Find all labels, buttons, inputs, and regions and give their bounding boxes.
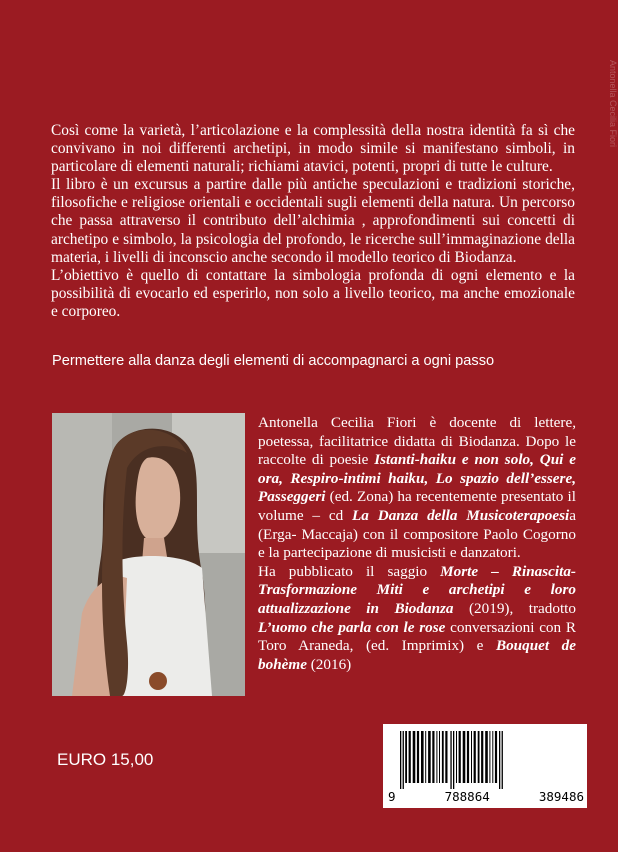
bio-text: Antonella Cecilia Fiori è docente di lettere, poetessa, facilitatrice didatta di Biodanza. Dopo le raccolte di poesie bbox=[258, 414, 576, 469]
barcode-bar bbox=[425, 731, 426, 783]
isbn-group-right: 389486 bbox=[538, 789, 584, 804]
barcode-bar bbox=[474, 731, 476, 783]
book-title: Morte – Rinascita-Trasformazione Miti e archetipi e loro attualizzazione in Biodanza bbox=[258, 562, 576, 617]
barcode-bar bbox=[445, 731, 447, 783]
barcode-bar bbox=[417, 731, 419, 783]
isbn-number bbox=[388, 789, 584, 804]
barcode-bar bbox=[499, 731, 500, 789]
blurb-paragraph: Così come la varietà, l’articolazione e la complessità della nostra identità fa sì che convivano in noi differenti archetipi, in modo simile si manifestano simboli, in particolare di elementi naturali; richiami atavici, potenti, propri di tutte le culture. bbox=[51, 122, 575, 176]
barcode-bar bbox=[495, 731, 497, 783]
isbn-first-digit: 9 bbox=[388, 789, 396, 804]
bio-text: (2019), tradotto bbox=[453, 599, 576, 617]
price-label: EURO 15,00 bbox=[57, 750, 154, 769]
bio-text: (ed. Zona) ha recentemente presentato il volume – cd bbox=[258, 488, 576, 524]
bio-paragraph bbox=[258, 563, 576, 675]
barcode-bar bbox=[436, 731, 437, 783]
book-title: Istanti-haiku e non solo, Qui e ora, Respiro-intimi haiku, Lo spazio dell’essere, Passeggeri bbox=[258, 451, 576, 506]
author-photo bbox=[52, 413, 245, 696]
back-cover-blurb bbox=[51, 122, 575, 321]
barcode-bar bbox=[405, 731, 407, 783]
barcode-bar bbox=[463, 731, 466, 783]
author-bio bbox=[258, 414, 576, 674]
barcode-bar bbox=[459, 731, 461, 783]
bio-text: Ha pubblicato il saggio bbox=[258, 562, 441, 580]
barcode-bar bbox=[485, 731, 488, 783]
barcode-bar bbox=[428, 731, 431, 783]
isbn-group-left: 788864 bbox=[444, 789, 490, 804]
barcode-bar bbox=[421, 731, 424, 783]
book-title: Bouquet de bohème bbox=[258, 637, 576, 673]
barcode-bar bbox=[456, 731, 457, 783]
blurb-paragraph: L’obiettivo è quello di contattare la simbologia profonda di ogni elemento e la possibilità di evocarlo ed esperirlo, non solo a livello teorico, ma anche emozionale e corporeo. bbox=[51, 266, 575, 320]
barcode-bar bbox=[409, 731, 411, 783]
barcode-bar bbox=[450, 731, 451, 789]
isbn-barcode bbox=[383, 724, 587, 808]
barcode-bar bbox=[442, 731, 444, 783]
barcode-bar bbox=[432, 731, 434, 783]
blurb-paragraph: Il libro è un excursus a partire dalle più antiche speculazioni e tradizioni storiche, filosofiche e religiose orientali e occidentali sugli elementi della natura. Un percorso che passa attraverso il contributo dell’alchimia , approfondimenti sui concetti di archetipo e simbolo, la psicologia del profondo, le ricerche sull’immaginazione della materia, i livelli di inconscio anche secondo il modello teorico di Biodanza. bbox=[51, 176, 575, 266]
barcode-bar bbox=[502, 731, 503, 789]
barcode-bar bbox=[471, 731, 472, 783]
barcode-bar bbox=[467, 731, 469, 783]
barcode-bar bbox=[489, 731, 490, 783]
barcode-bar bbox=[478, 731, 480, 783]
barcode-bar bbox=[492, 731, 493, 783]
bio-paragraph bbox=[258, 414, 576, 563]
barcode-bar bbox=[403, 731, 404, 789]
bio-text: (2016) bbox=[306, 655, 352, 673]
bio-text: a (Erga- Maccaja) con il compositore Paolo Cogorno e la partecipazione di musicisti e danzatori. bbox=[258, 506, 576, 562]
barcode-bar bbox=[453, 731, 454, 789]
book-title: La Danza della Musicoterapoesi bbox=[352, 506, 570, 524]
spine-text: Antonella Cecilia Fiori bbox=[608, 60, 618, 148]
barcode-bar bbox=[439, 731, 440, 783]
barcode-bar bbox=[400, 731, 401, 789]
book-title: L’uomo che parla con le rose bbox=[258, 618, 446, 636]
barcode-bar bbox=[481, 731, 483, 783]
barcode-bar bbox=[413, 731, 416, 783]
bio-text: conversazioni con R Toro Araneda, (ed. Imprimix) e bbox=[258, 618, 576, 655]
barcode-bars bbox=[390, 731, 580, 789]
tagline: Permettere alla danza degli elementi di accompagnarci a ogni passo bbox=[52, 353, 495, 369]
